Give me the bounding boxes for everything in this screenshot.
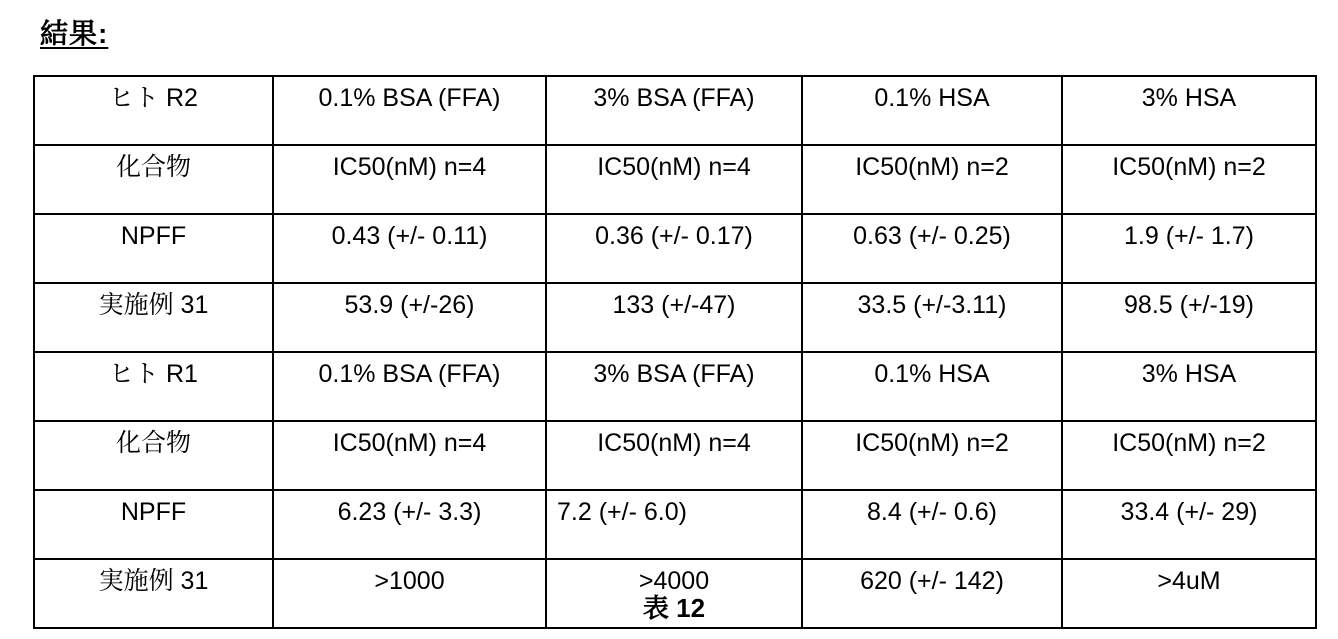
table-row [34,76,1316,145]
results-table-body [34,76,1316,628]
table-cell: ヒト R2 [34,76,273,145]
table-cell: 3% BSA (FFA) [546,352,802,421]
table-cell: >4uM [1062,559,1316,628]
table-row [34,352,1316,421]
table-cell: 33.5 (+/-3.11) [802,283,1062,352]
table-cell: 化合物 [34,145,273,214]
table-cell: IC50(nM) n=2 [802,145,1062,214]
table-cell: 3% BSA (FFA) [546,76,802,145]
table-cell: ヒト R1 [34,352,273,421]
table-cell: 7.2 (+/- 6.0) [546,490,802,559]
table-cell: IC50(nM) n=4 [546,145,802,214]
table-cell: 実施例 31 [34,559,273,628]
table-cell: 化合物 [34,421,273,490]
table-cell: 0.1% HSA [802,352,1062,421]
table-cell: 0.1% BSA (FFA) [273,352,546,421]
table-cell: 6.23 (+/- 3.3) [273,490,546,559]
table-row [34,283,1316,352]
table-cell: NPFF [34,490,273,559]
table-cell: 53.9 (+/-26) [273,283,546,352]
table-cell: NPFF [34,214,273,283]
table-cell: IC50(nM) n=4 [273,145,546,214]
table-cell: 0.63 (+/- 0.25) [802,214,1062,283]
table-row [34,490,1316,559]
table-cell: IC50(nM) n=2 [802,421,1062,490]
table-cell: 実施例 31 [34,283,273,352]
table-cell: 3% HSA [1062,352,1316,421]
table-cell: 0.43 (+/- 0.11) [273,214,546,283]
table-cell: IC50(nM) n=4 [546,421,802,490]
results-table [33,75,1317,629]
table-cell: 3% HSA [1062,76,1316,145]
table-cell: 133 (+/-47) [546,283,802,352]
table-cell: 0.36 (+/- 0.17) [546,214,802,283]
table-cell: 0.1% HSA [802,76,1062,145]
table-cell: >1000 [273,559,546,628]
table-row [34,421,1316,490]
table-cell: 8.4 (+/- 0.6) [802,490,1062,559]
table-row [34,145,1316,214]
table-cell: >4000 [546,559,802,628]
table-cell: 98.5 (+/-19) [1062,283,1316,352]
table-cell: IC50(nM) n=2 [1062,145,1316,214]
table-cell: 620 (+/- 142) [802,559,1062,628]
table-cell: IC50(nM) n=4 [273,421,546,490]
table-row [34,214,1316,283]
results-heading: 結果: [40,18,109,49]
table-cell: 1.9 (+/- 1.7) [1062,214,1316,283]
table-caption: 表 12 [642,593,706,623]
table-cell: IC50(nM) n=2 [1062,421,1316,490]
table-cell: 33.4 (+/- 29) [1062,490,1316,559]
table-cell: 0.1% BSA (FFA) [273,76,546,145]
